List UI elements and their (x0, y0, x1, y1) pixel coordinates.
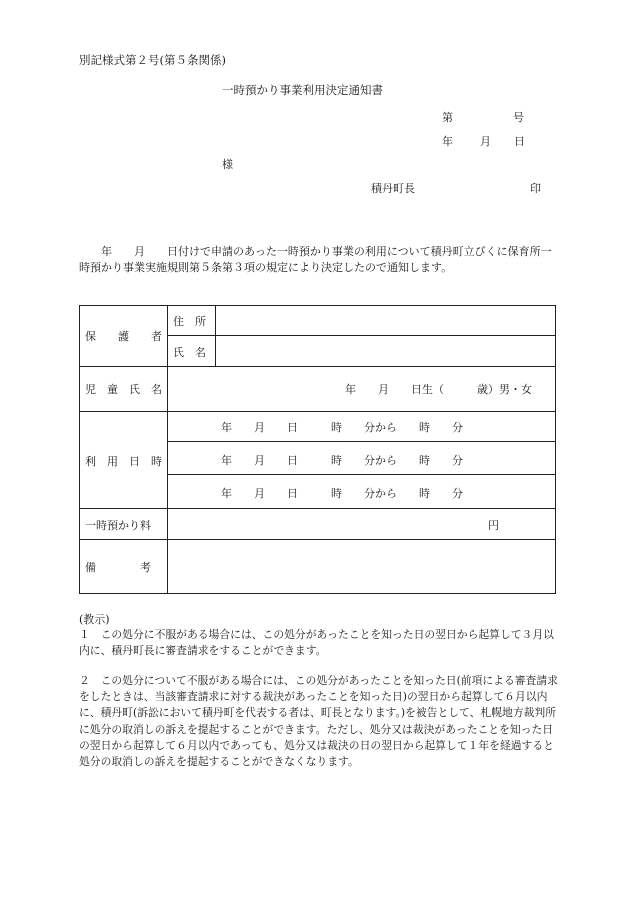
fee-label: 一時預かり料 (85, 519, 151, 532)
seal-mark: 印 (530, 182, 541, 195)
notes-heading: (教示) (79, 613, 110, 626)
table-divider-fee-remarks (79, 539, 556, 540)
usage-row-1: 年 月 日 時 分から 時 分 (221, 421, 463, 434)
birth-date-row: 年 月 日生（ 歳）男・女 (345, 383, 532, 396)
table-border-left (79, 305, 80, 594)
issue-number-prefix: 第 (442, 111, 453, 124)
table-divider-address-name (167, 335, 556, 336)
table-divider-guardian-child (79, 366, 556, 367)
usage-datetime-label: 利 用 日 時 (85, 455, 162, 468)
table-divider-usage-2 (167, 474, 556, 475)
usage-row-3: 年 月 日 時 分から 時 分 (221, 487, 463, 500)
body-paragraph: 年 月 日付けで申請のあった一時預かり事業の利用について積丹町立びくに保育所一時預かり事業実施規則第５条第３項の規定により決定したので通知します。 (79, 245, 552, 275)
form-number: 別記様式第２号(第５条関係) (79, 53, 226, 67)
name-label: 氏 名 (173, 346, 206, 359)
table-sublabel-column-divider (215, 305, 216, 366)
guardian-label: 保 護 者 (85, 330, 162, 343)
table-divider-usage-fee (79, 508, 556, 509)
issuer-name: 積丹町長 (371, 182, 415, 195)
table-border-bottom (79, 593, 556, 594)
document-title: 一時預かり事業利用決定通知書 (222, 83, 383, 97)
decision-form-table (79, 305, 556, 594)
usage-row-2: 年 月 日 時 分から 時 分 (221, 454, 463, 467)
table-border-top (79, 305, 556, 306)
note-item-2: ２ この処分について不服がある場合には、この処分があったことを知った日(前項による審査請求をしたときは、当該審査請求に対する裁決があったことを知った日)の翌日から起算して６月以内に、積丹町(訴訟において積丹町を代表する者は、町長となります。)を被告として、札幌地方裁判所に処分の取消しの訴えを提起することができます。ただし、処分又は裁決があったことを知った日の翌日から起算して６月以内であっても、処分又は裁決の日の翌日から起算して１年を経過すると処分の取消しの訴えを提起することができなくなります。 (79, 674, 558, 768)
fee-unit: 円 (488, 519, 499, 532)
issue-number-suffix: 号 (513, 111, 524, 124)
issue-date-day: 日 (514, 135, 525, 148)
addressee-suffix: 様 (222, 158, 233, 171)
remarks-label: 備 考 (85, 561, 151, 574)
table-divider-usage-1 (167, 441, 556, 442)
address-label: 住 所 (173, 315, 206, 328)
child-name-label: 児 童 氏 名 (85, 383, 162, 396)
table-divider-child-usage (79, 411, 556, 412)
table-label-column-divider (167, 305, 168, 594)
note-item-1: １ この処分に不服がある場合には、この処分があったことを知った日の翌日から起算して３月以内に、積丹町長に審査請求をすることができます。 (79, 628, 554, 658)
table-border-right (555, 305, 556, 594)
issue-date-month: 月 (480, 135, 491, 148)
issue-date-year: 年 (442, 135, 453, 148)
